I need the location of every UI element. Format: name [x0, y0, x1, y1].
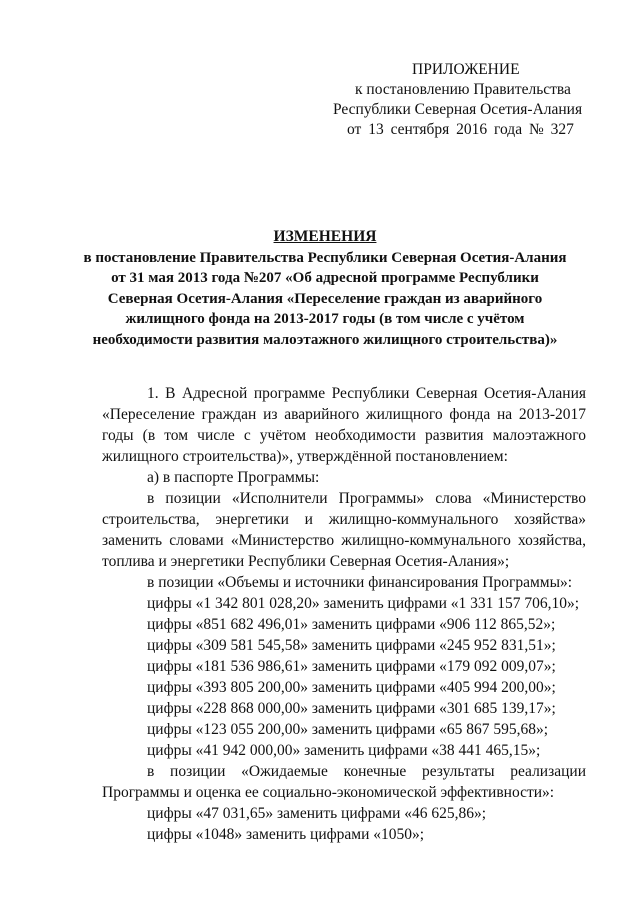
document-title: [60, 227, 590, 350]
title-line: необходимости развития малоэтажного жилищного строительства)»: [92, 331, 558, 348]
replacement-line: цифры «47 031,65» заменить цифрами «46 625,86»;: [147, 805, 487, 822]
title-heading: ИЗМЕНЕНИЯ: [273, 228, 377, 245]
appendix-line-date: от 13 сентября 2016 года № 327: [347, 121, 574, 138]
appendix-title: ПРИЛОЖЕНИЕ: [412, 61, 520, 78]
title-line: жилищного фонда на 2013-2017 годы (в том числе с учётом: [125, 311, 525, 327]
replacement-line: цифры «181 536 986,61» заменить цифрами «179 092 009,07»;: [147, 658, 556, 675]
replacement-line: цифры «41 942 000,00» заменить цифрами «38 441 465,15»;: [147, 742, 541, 759]
appendix-line-republic: Республики Северная Осетия-Алания: [333, 101, 583, 118]
replacement-line: цифры «123 055 200,00» заменить цифрами «65 867 595,68»;: [147, 721, 549, 738]
replacement-line: цифры «393 805 200,00» заменить цифрами «405 994 200,00»;: [147, 679, 556, 696]
replacement-line: цифры «1048» заменить цифрами «1050»;: [147, 826, 425, 843]
replacement-line: цифры «851 682 496,01» заменить цифрами «906 112 865,52»;: [147, 616, 556, 633]
title-line: в постановление Правительства Республики Северная Осетия-Алания: [83, 249, 567, 266]
title-line: Северная Осетия-Алания «Переселение граждан из аварийного: [107, 290, 543, 307]
paragraph-results: в позиции «Ожидаемые конечные результаты реализации Программы и оценка ее социально-экономической эффективности»:: [102, 763, 586, 801]
paragraph-passport: а) в паспорте Программы:: [147, 469, 320, 486]
paragraph-program: 1. В Адресной программе Республики Северная Осетия-Алания «Переселение граждан из аварийного жилищного фонда на 2013-2017 годы (в том числе с учётом необходимости развития малоэтажного жилищного строительства)», утверждённой постановлением:: [102, 385, 586, 465]
paragraph-financing: в позиции «Объемы и источники финансирования Программы»:: [147, 574, 573, 591]
title-line: от 31 мая 2013 года №207 «Об адресной программе Республики: [111, 270, 539, 286]
replacement-line: цифры «228 868 000,00» заменить цифрами «301 685 139,17»;: [147, 700, 556, 717]
replacement-line: цифры «1 342 801 028,20» заменить цифрами «1 331 157 706,10»;: [147, 595, 580, 612]
replacement-line: цифры «309 581 545,58» заменить цифрами «245 952 831,51»;: [147, 637, 556, 654]
appendix-line-resolution: к постановлению Правительства: [355, 81, 571, 98]
appendix-header: [330, 60, 590, 140]
paragraph-executors: в позиции «Исполнители Программы» слова «Министерство строительства, энергетики и жилищно-коммунального хозяйства» заменить словами «Министерство жилищно-коммунального хозяйства, топлива и энергетики Республики Северная Осетия-Алания»;: [102, 490, 586, 570]
document-body: [102, 383, 586, 845]
